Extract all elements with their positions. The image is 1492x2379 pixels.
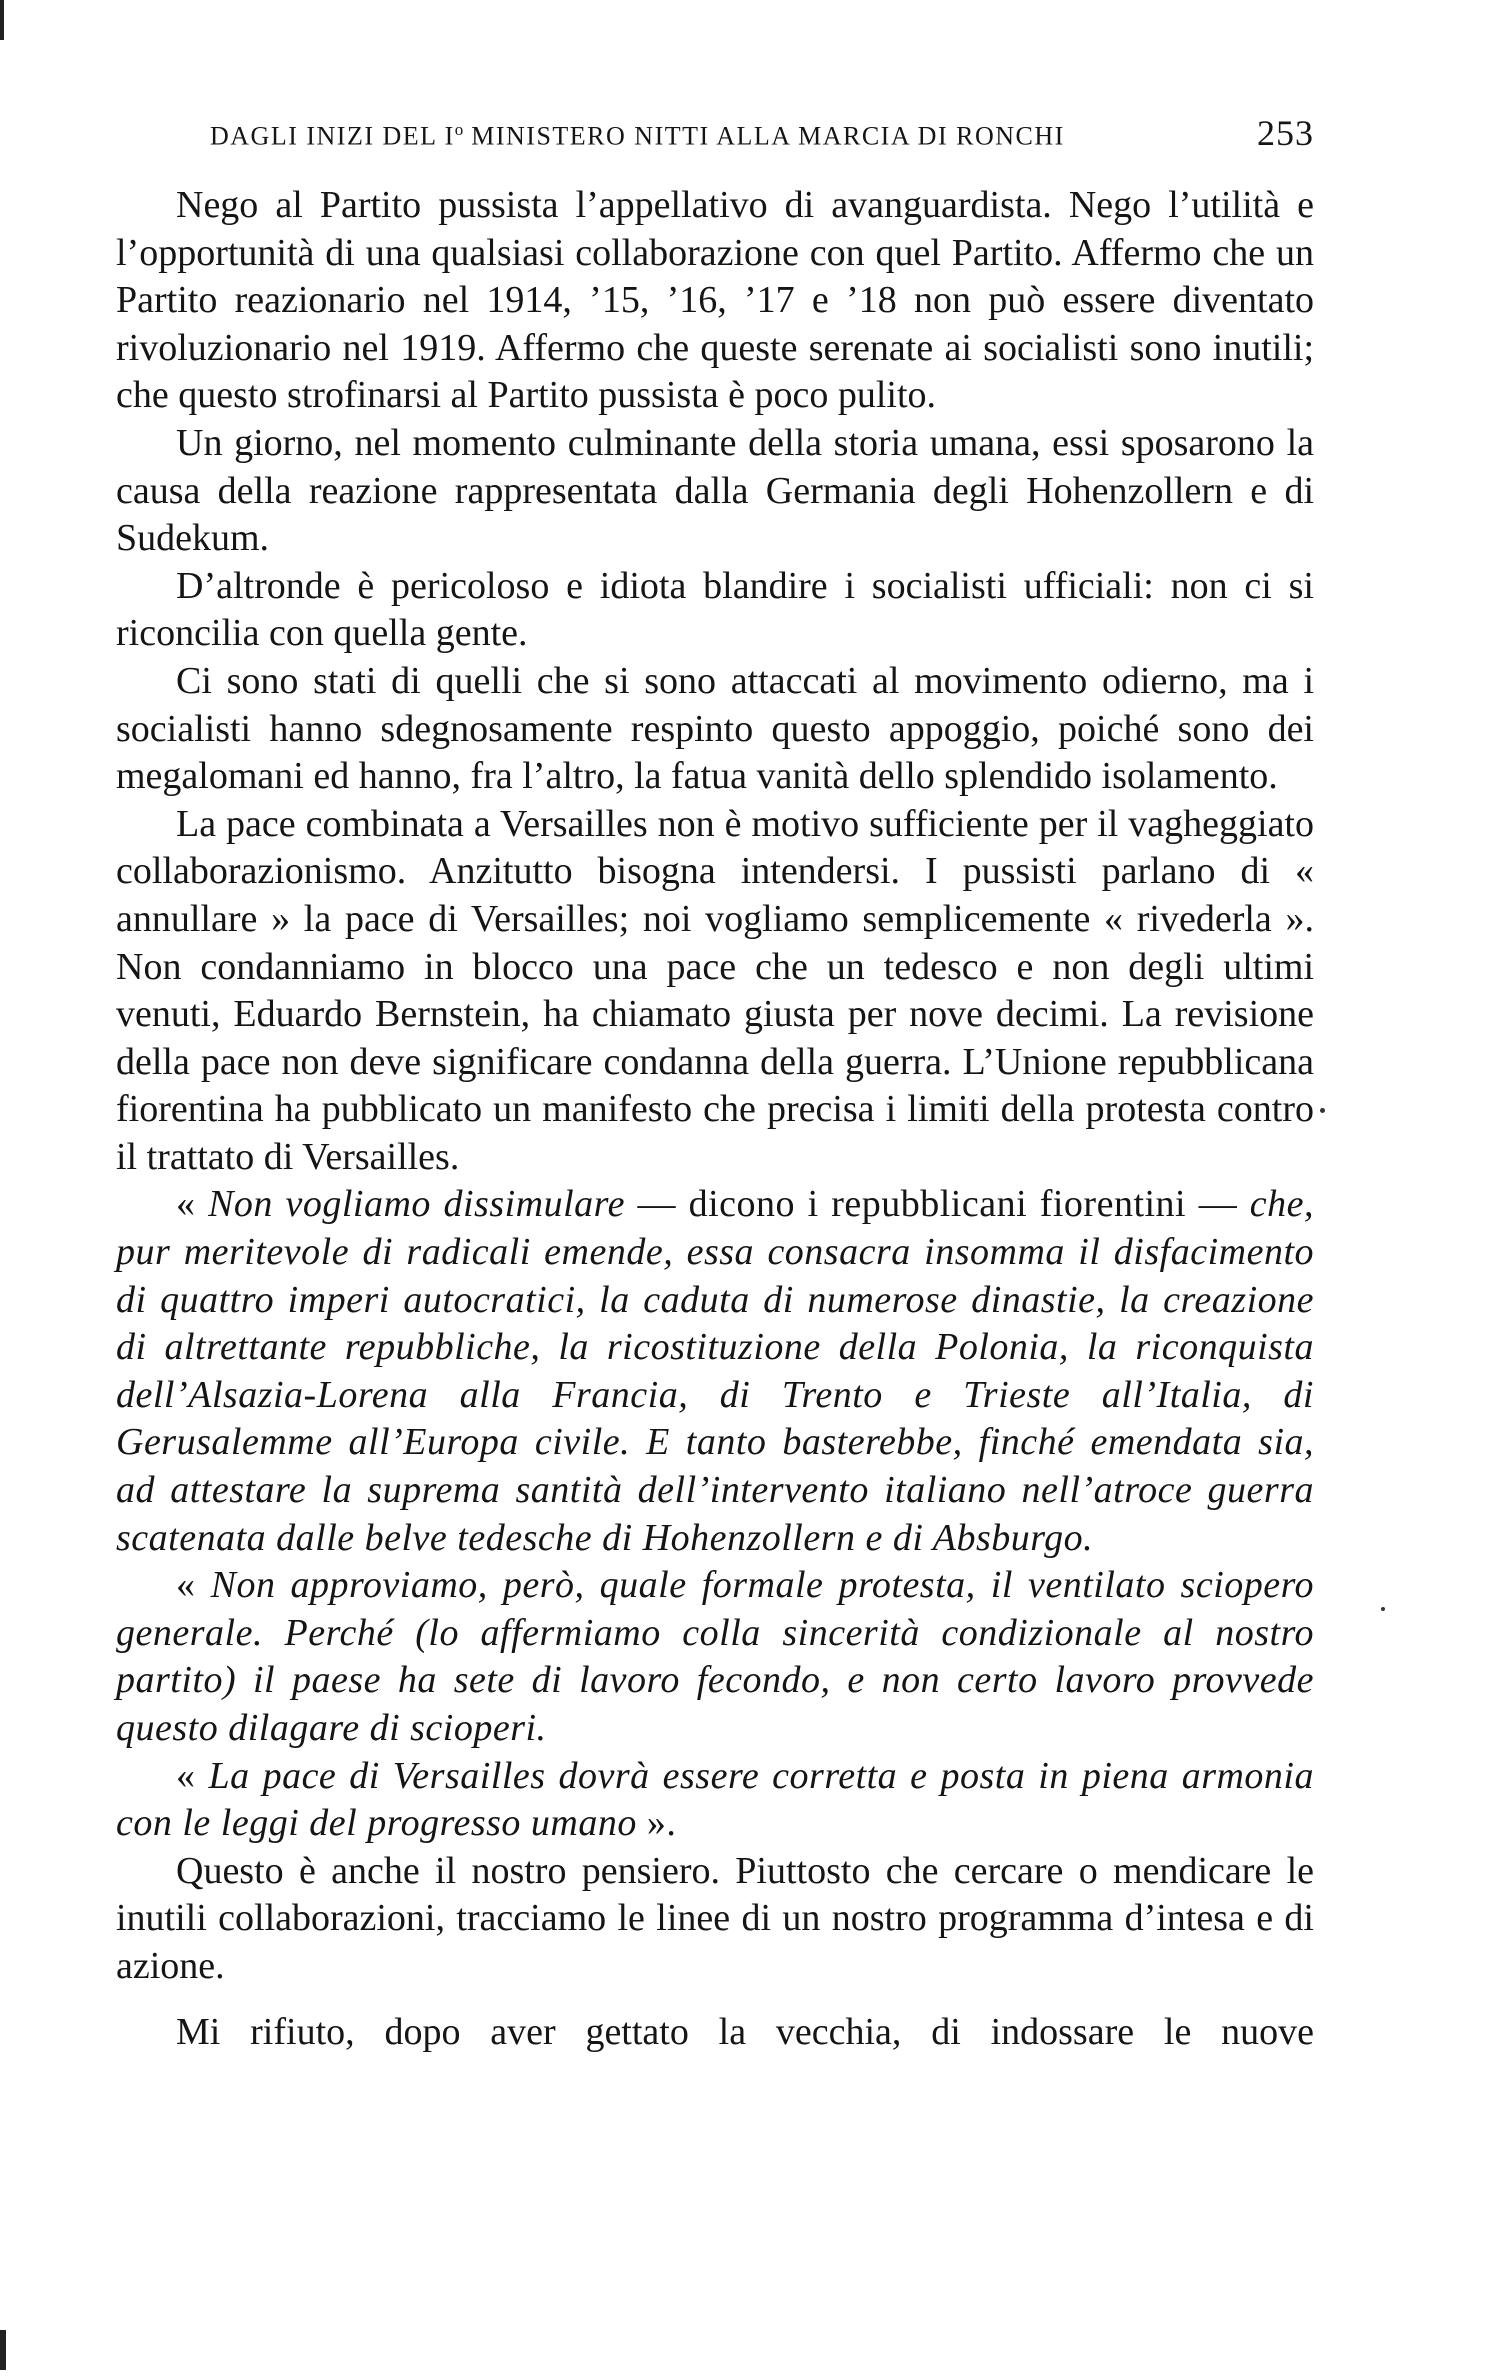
quote-2: « Non approviamo, però, quale formale protesta, il ventilato sciopero generale. Perché (lo affermiamo colla sincerità condizionale al nostro partito) il paese ha sete di lavoro fecondo, e non certo lavoro provvede questo dilagare di scioperi. bbox=[116, 1564, 1315, 1749]
scan-speck bbox=[1381, 1607, 1385, 1611]
paragraph-3: D’altronde è pericoloso e idiota blandire i socialisti ufficiali: non ci si riconcilia con quella gente. bbox=[116, 564, 1314, 655]
paragraph-6: Questo è anche il nostro pensiero. Piuttosto che cercare o mendicare le inutili collaborazioni, tracciamo le linee di un nostro programma d’intesa e di azione. bbox=[116, 1849, 1314, 1987]
quote-1: « Non vogliamo dissimulare — dicono i repubblicani fiorentini — che, pur meritevole di radicali emende, essa consacra insomma il disfacimento di quattro imperi autocratici, la caduta di numerose dinastie, la creazione di altrettante repubbliche, la ricostituzione della Polonia, la riconquista dell’Alsazia-Lorena alla Francia, di Trento e Trieste all’Italia, di Gerusalemme all’Europa civile. E tanto basterebbe, finché emendata sia, ad attestare la suprema santità dell’intervento italiano nell’atroce guerra scatenata dalle belve tedesche di Hohenzollern e di Absburgo. bbox=[116, 1183, 1314, 1559]
paragraph-4: Ci sono stati di quelli che si sono attaccati al movimento odierno, ma i socialisti hanno sdegnosamente respinto questo appoggio, poiché sono dei megalomani ed hanno, fra l’altro, la fatua vanità dello splendido isolamento. bbox=[116, 659, 1314, 798]
paragraph-7: Mi rifiuto, dopo aver gettato la vecchia, di indossare le nuove bbox=[176, 2010, 1314, 2053]
paragraph-1: Nego al Partito pussista l’appellativo di avanguardista. Nego l’utilità e l’opportunità di una qualsiasi collaborazione con quel Partito. Affermo che un Partito reazionario nel 1914, ’15, ’16, ’17 e ’18 non può essere diventato rivoluzionario nel 1919. Affermo che queste serenate ai socialisti sono inutili; che questo strofinarsi al Partito pussista è poco pulito. bbox=[116, 184, 1314, 417]
body-text bbox=[116, 182, 1314, 2056]
running-header-title: DAGLI INIZI DEL $I^o$ MINISTERO NITTI ALLA MARCIA DI RONCHI bbox=[210, 120, 1065, 151]
ordinal-superscript: o bbox=[454, 120, 464, 140]
quote-3: « La pace di Versailles dovrà essere corretta e posta in piena armonia con le leggi del progresso umano ». bbox=[116, 1754, 1314, 1845]
page-number: 253 bbox=[1257, 113, 1314, 153]
paragraph-2: Un giorno, nel momento culminante della storia umana, essi sposarono la causa della reazione rappresentata dalla Germania degli Hohenzollern e di Sudekum. bbox=[116, 421, 1314, 560]
scan-speck bbox=[1320, 1108, 1325, 1113]
running-header bbox=[210, 112, 1314, 158]
paragraph-5: La pace combinata a Versailles non è motivo sufficiente per il vagheggiato collaborazionismo. Anzitutto bisogna intendersi. I pussisti parlano di « annullare » la pace di Versailles; noi vogliamo semplicemente « rivederla ». Non condanniamo in blocco una pace che un tedesco e non degli ultimi venuti, Eduardo Bernstein, ha chiamato giusta per nove decimi. La revisione della pace non deve significare condanna della guerra. L’Unione repubblicana fiorentina ha pubblicato un manifesto che precisa i limiti della protesta contro il trattato di Versailles. bbox=[116, 802, 1314, 1178]
scan-edge-mark-top bbox=[0, 0, 4, 40]
scan-edge-mark-bottom bbox=[0, 2330, 6, 2370]
